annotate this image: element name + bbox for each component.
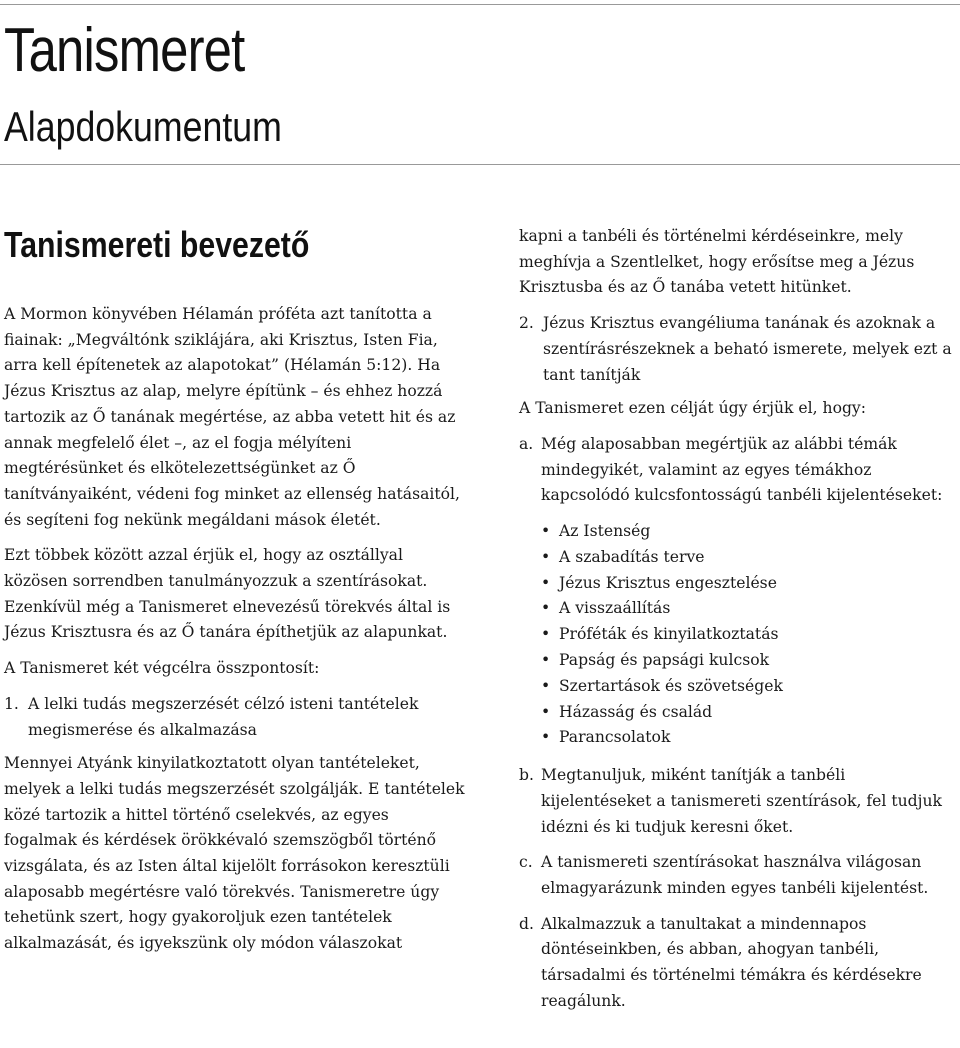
bullet-icon: • — [541, 573, 551, 592]
bullet-icon: • — [541, 728, 551, 747]
topic-item — [541, 674, 959, 700]
topic-label: A szabadítás terve — [559, 547, 705, 566]
bullet-icon: • — [541, 651, 551, 670]
topic-label: Az Istenség — [559, 522, 651, 541]
section-heading: Tanismereti bevezető — [4, 224, 310, 265]
goal-1-body: Mennyei Atyánk kinyilatkoztatott olyan tantételeket, melyek a lelki tudás megszerzését szolgálják. E tantételek közé tartozik a hittel történő cselekvés, az egyes fogalmak és kérdések örökkévaló szemszögből történő vizsgálata, és az Isten által kijelölt forrásokon keresztüli alaposabb megértésre való törekvés. Tanismeretre úgy tehetünk szert, hogy gyakoroljuk ezen tantételek alkalmazását, és igyekszünk oly módon válaszokat — [4, 754, 465, 953]
method-paragraph: Ezt többek között azzal érjük el, hogy az osztállyal közösen sorrendben tanulmányozzuk a szentírásokat. Ezenkívül még a Tanismeret elnevezésű törekvés által is Jézus Krisztusra és az Ő tanára építhetjük az alapunkat. — [4, 546, 451, 642]
bullet-icon: • — [541, 522, 551, 541]
goal-item-1 — [4, 692, 466, 743]
goal-number: 1. — [4, 694, 19, 713]
document-title: Tanismeret — [4, 16, 245, 85]
list-letter: b. — [519, 766, 534, 785]
topic-label: A visszaállítás — [559, 599, 671, 618]
list-text: A tanismereti szentírásokat használva világosan elmagyarázunk minden egyes tanbéli kijelentést. — [541, 853, 929, 898]
bullet-icon: • — [541, 676, 551, 695]
bullet-icon: • — [541, 702, 551, 721]
left-column — [4, 302, 466, 967]
topic-label: Parancsolatok — [559, 728, 671, 747]
list-text: Még alaposabban megértjük az alábbi témák mindegyikét, valamint az egyes témákhoz kapcsolódó kulcsfontosságú tanbéli kijelentéseket: — [541, 434, 943, 505]
right-column — [519, 224, 959, 1025]
goals-intro: A Tanismeret két végcélra összpontosít: — [4, 659, 320, 678]
list-letter: a. — [519, 434, 534, 453]
topic-item — [541, 622, 959, 648]
list-item-c — [519, 850, 959, 901]
topic-item — [541, 596, 959, 622]
topic-label: Házasság és család — [559, 702, 713, 721]
topic-label: Próféták és kinyilatkoztatás — [559, 625, 779, 644]
topic-item — [541, 725, 959, 751]
topic-label: Szertartások és szövetségek — [559, 676, 783, 695]
topic-item — [541, 571, 959, 597]
document-subtitle: Alapdokumentum — [4, 103, 282, 150]
goal-1-body-continued: kapni a tanbéli és történelmi kérdéseinkre, mely meghívja a Szentlelket, hogy erősítse meg a Jézus Krisztusba és az Ő tanába vetett hitünket. — [519, 227, 915, 297]
goal-2-intro: A Tanismeret ezen célját úgy érjük el, hogy: — [519, 399, 866, 418]
bullet-icon: • — [541, 547, 551, 566]
goal-item-2 — [519, 311, 959, 388]
topic-item — [541, 700, 959, 726]
list-item-a — [519, 432, 959, 509]
topic-label: Jézus Krisztus engesztelése — [559, 573, 777, 592]
goal-number: 2. — [519, 314, 534, 333]
list-text: Alkalmazzuk a tanultakat a mindennapos döntéseinkben, és abban, ahogyan tanbéli, társadalmi és történelmi témákra és kérdésekre reagálunk. — [541, 914, 922, 1010]
topic-list — [541, 519, 959, 751]
bullet-icon: • — [541, 625, 551, 644]
top-divider — [0, 4, 960, 5]
topic-label: Papság és papsági kulcsok — [559, 651, 770, 670]
intro-paragraph: A Mormon könyvében Hélamán próféta azt tanította a fiainak: „Megváltónk sziklájára, aki Krisztus, Isten Fia, arra kell építenetek az alapotokat” (Hélamán 5:12). Ha Jézus Krisztus az alap, melyre építünk – és ehhez hozzá tartozik az Ő tanának megértése, az abba vetett hit és az annak megfelelő élet –, az el fogja mélyíteni megtérésünket és elkötelezettségünket az Ő tanítványaiként, védeni fog minket az ellenség hatásaitól, és segíteni fog nekünk megáldani mások életét. — [4, 305, 460, 529]
bullet-icon: • — [541, 599, 551, 618]
list-letter: d. — [519, 914, 534, 933]
list-item-d — [519, 912, 959, 1015]
topic-item — [541, 519, 959, 545]
goal-heading: A lelki tudás megszerzését célzó isteni tantételek megismerése és alkalmazása — [28, 694, 419, 739]
list-item-b — [519, 763, 959, 840]
list-text: Megtanuljuk, miként tanítják a tanbéli kijelentéseket a tanismereti szentírások, fel tudjuk idézni és ki tudjuk keresni őket. — [541, 766, 942, 836]
topic-item — [541, 545, 959, 571]
topic-item — [541, 648, 959, 674]
list-letter: c. — [519, 853, 533, 872]
header-divider — [0, 164, 960, 165]
goal-heading: Jézus Krisztus evangéliuma tanának és azoknak a szentírásrészeknek a beható ismerete, melyek ezt a tant tanítják — [543, 314, 952, 384]
